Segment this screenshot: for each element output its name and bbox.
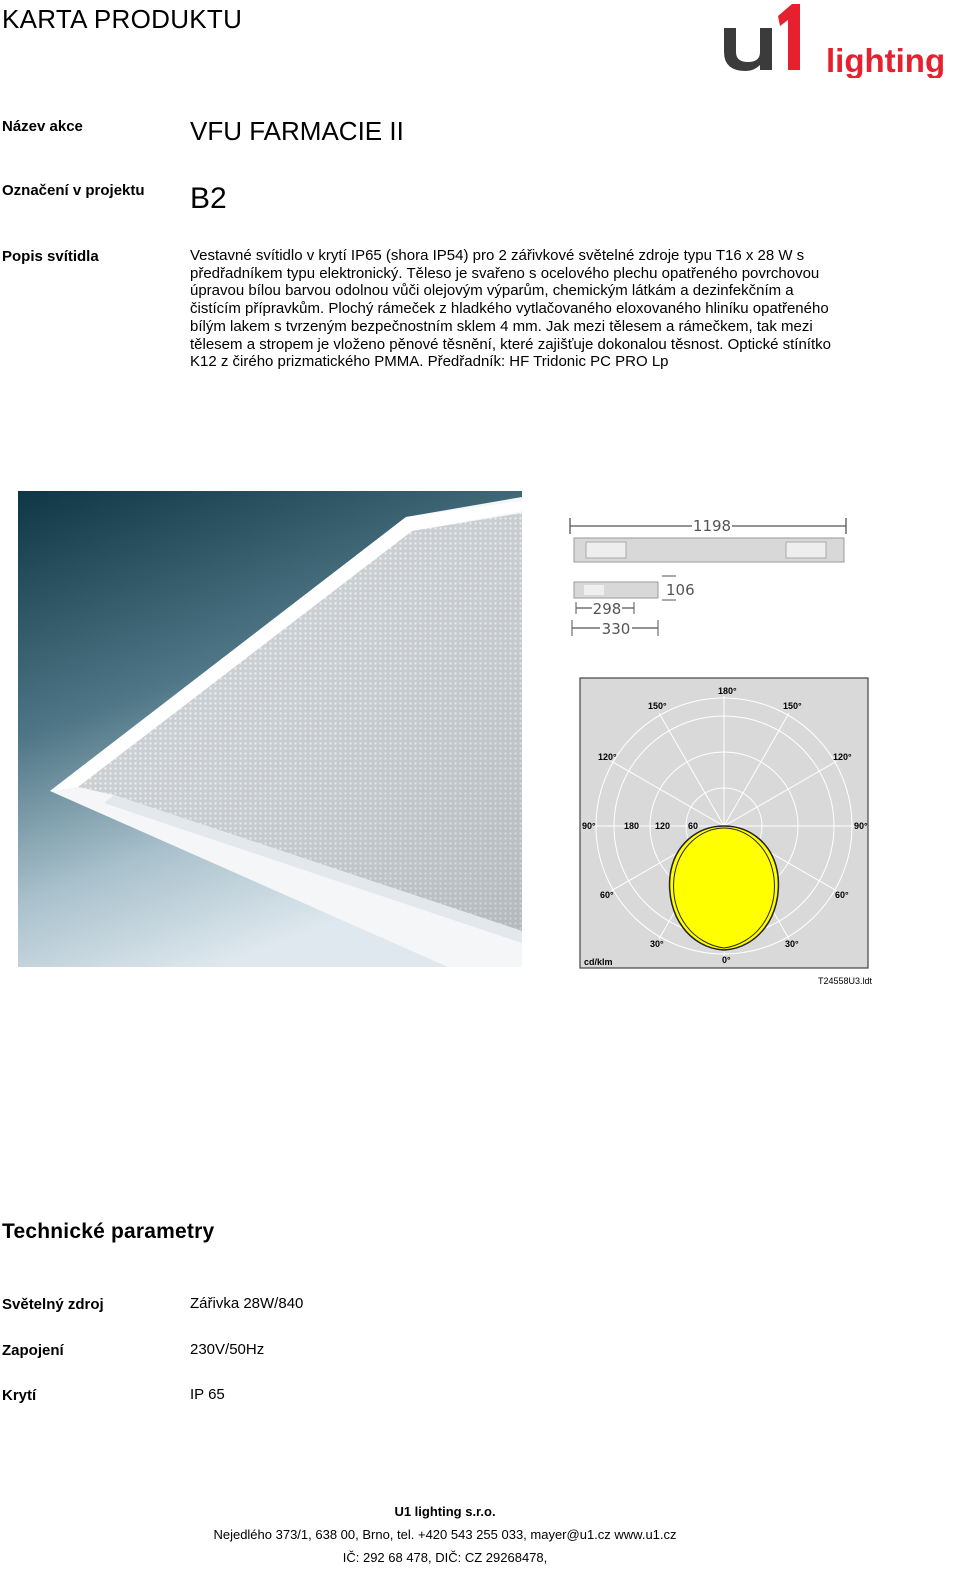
- footer-ids: IČ: 292 68 478, DIČ: CZ 29268478,: [342, 1550, 548, 1565]
- angle-label: 60°: [600, 890, 614, 900]
- polar-diagram: [578, 676, 874, 990]
- param-label: Světelný zdroj: [2, 1296, 104, 1313]
- footer-address: Nejedlého 373/1, 638 00, Brno, tel. +420 543 255 033, mayer@u1.cz www.u1.cz: [213, 1527, 677, 1542]
- angle-label: 0°: [722, 955, 731, 965]
- description-line: čistícím přípravkům. Plochý rámeček z hladkého vytlačovaného eloxovaného hliníku opatřeného: [190, 300, 829, 318]
- description-line: bílým lakem s tvrzeným bezpečnostním sklem 4 mm. Jak mezi tělesem a rámečkem, tak mezi: [190, 317, 813, 335]
- file-label: T24558U3.ldt: [817, 976, 872, 986]
- action-value: VFU FARMACIE II: [190, 116, 404, 146]
- angle-label: 150°: [783, 701, 802, 711]
- dim-inner-width: 298: [592, 600, 622, 618]
- footer-company: U1 lighting s.r.o.: [394, 1504, 496, 1519]
- technical-heading: Technické parametry: [2, 1220, 215, 1243]
- designation-value: B2: [190, 182, 227, 215]
- luminaire-photo: [18, 491, 522, 967]
- dim-outer-width: 330: [601, 620, 631, 638]
- angle-label: 180°: [718, 686, 737, 696]
- dimension-drawing: [566, 510, 856, 660]
- angle-label: 30°: [650, 939, 664, 949]
- description-line: předřadníkem typu elektronický. Těleso je svařeno s ocelového plechu opatřeného povrchovou: [190, 264, 820, 282]
- radial-label: 60: [688, 821, 699, 831]
- angle-label: 90°: [582, 821, 596, 831]
- angle-label: 30°: [785, 939, 799, 949]
- angle-label: 90°: [854, 821, 868, 831]
- param-label: Krytí: [2, 1387, 37, 1404]
- dim-length: 1198: [692, 517, 732, 535]
- description-line: úpravou bílou barvou odolnou vůči olejovým výparům, chemickým látkám a dezinfekčním a: [190, 282, 794, 300]
- description-text: [190, 247, 890, 371]
- description-line: K12 z čirého prizmatického PMMA. Předřadník: HF Tridonic PC PRO Lp: [190, 353, 669, 371]
- angle-label: 60°: [835, 890, 849, 900]
- dim-height: 106: [666, 581, 695, 599]
- description-line: Vestavné svítidlo v krytí IP65 (shora IP54) pro 2 zářivkové světelné zdroje typu T16 x 28 W s: [190, 247, 805, 264]
- param-value: 230V/50Hz: [190, 1341, 265, 1358]
- logo-word: lighting: [826, 42, 946, 78]
- page-title: KARTA PRODUKTU: [2, 4, 243, 34]
- angle-label: 120°: [598, 752, 617, 762]
- angle-label: 150°: [648, 701, 667, 711]
- param-value: IP 65: [190, 1386, 225, 1403]
- angle-label: 120°: [833, 752, 852, 762]
- u1-lighting-logo: [722, 2, 954, 78]
- description-line: tělesem a stropem je vloženo pěnové těsnění, které zajišťuje dokonalou těsnost. Optické stínítko: [190, 335, 831, 353]
- description-label: Popis svítidla: [2, 248, 99, 265]
- param-label: Zapojení: [2, 1342, 64, 1359]
- designation-label: Označení v projektu: [2, 182, 145, 199]
- radial-label: 120: [655, 821, 671, 831]
- param-value: Zářivka 28W/840: [190, 1295, 304, 1312]
- action-label: Název akce: [2, 118, 83, 135]
- radial-label: 180: [624, 821, 640, 831]
- unit-label: cd/klm: [584, 957, 613, 967]
